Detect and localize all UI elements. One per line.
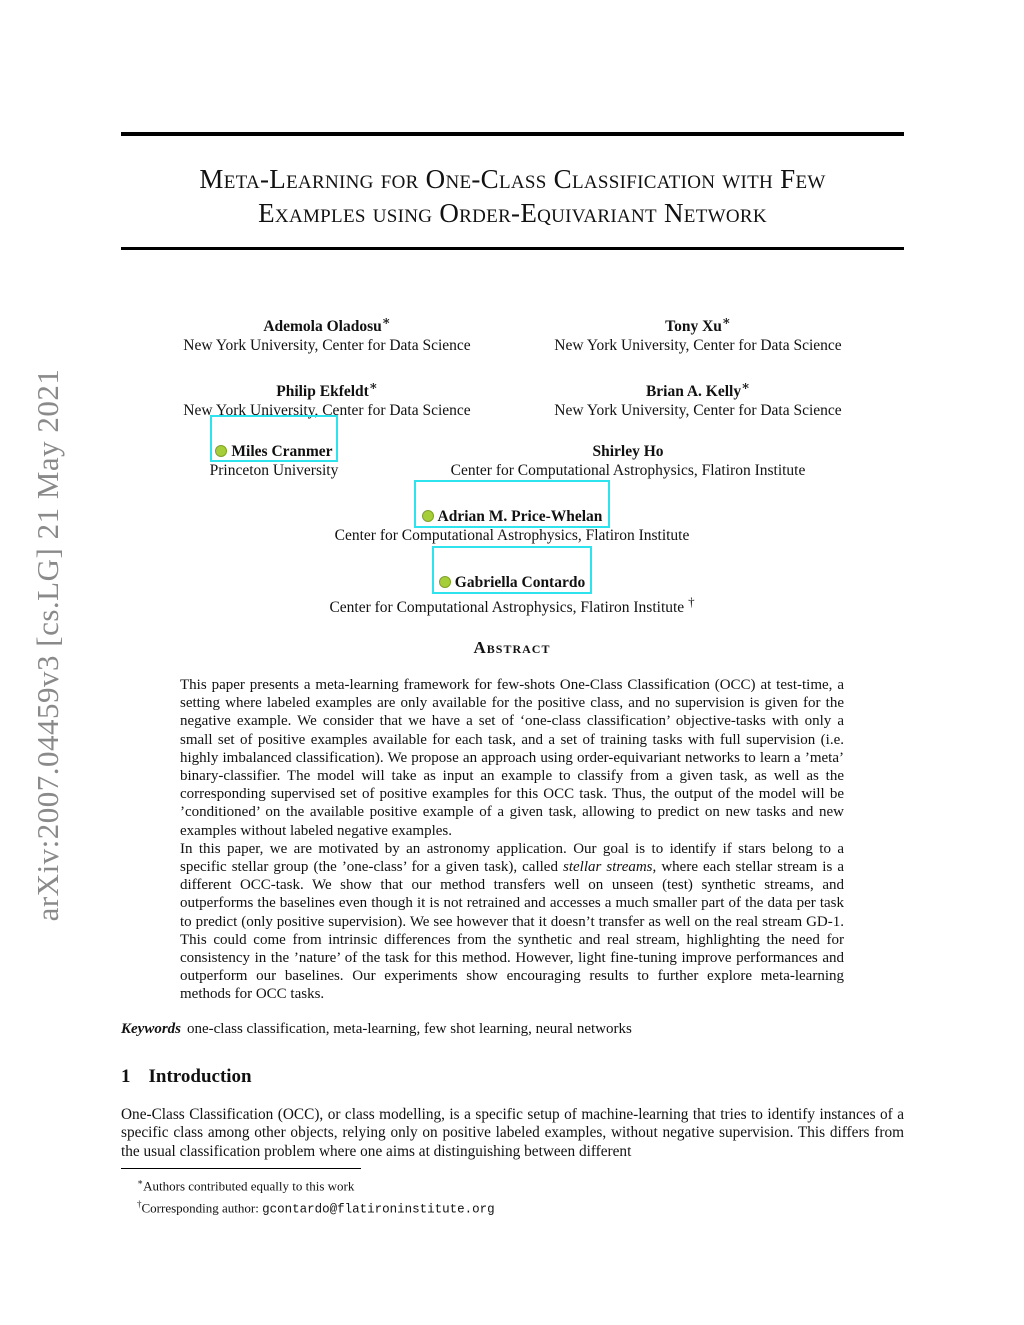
author-affiliation: Center for Computational Astrophysics, Flatiron Institute xyxy=(450,462,806,479)
footnote-rule xyxy=(121,1168,361,1169)
author-affiliation: New York University, Center for Data Science xyxy=(183,337,471,355)
footnote: †Corresponding author: gcontardo@flatironinstitute.org xyxy=(137,1199,495,1217)
keywords xyxy=(121,1021,632,1038)
author-name: Shirley Ho xyxy=(592,443,664,460)
author-affiliation: Center for Computational Astrophysics, Flatiron Institute xyxy=(334,527,690,544)
author-block xyxy=(492,311,904,355)
author-affiliation: Princeton University xyxy=(209,462,339,479)
author-name[interactable]: Gabriella Contardo xyxy=(262,573,762,592)
author-affiliation: New York University, Center for Data Science xyxy=(554,337,842,355)
section-heading xyxy=(121,1066,252,1088)
footnotes xyxy=(137,1173,495,1219)
highlight-box xyxy=(414,480,610,528)
author-name: Philip Ekfeldt∗ xyxy=(276,378,378,401)
highlight-box xyxy=(432,546,592,594)
intro-paragraph: One-Class Classification (OCC), or class modelling, is a specific setup of machine-learning that tries to identify instances of a specific class among other objects, relying only on positive labeled examples, without negative supervision. This differs from the usual classification problem where one aims at distinguishing between different xyxy=(121,1106,904,1160)
author-name: Ademola Oladosu∗ xyxy=(263,313,391,336)
author-block xyxy=(121,376,533,420)
footnote: ∗Authors contributed equally to this work xyxy=(137,1177,355,1194)
abstract-paragraph: This paper presents a meta-learning framework for few-shots One-Class Classification (OCC) at test-time, a setting where labeled examples are only available for the positive class, and no supervision is given for the negative example. We consider that we have a set of ‘one-class classification’ objective-tasks with only a small set of positive examples available for each task, and a set of training tasks with full supervision (i.e. highly imbalanced classification). We propose an approach using order-equivariant networks to learn a ’meta’ binary-classifier. The model will take as input an example to classify from a given task, as well as the corresponding supervised set of positive examples for this OCC task. Thus, the output of the model will be ’conditioned’ on the available positive example of a given task, allowing to predict on new tasks and new examples without labeled negative examples. xyxy=(180,677,844,839)
author-name[interactable]: Adrian M. Price-Whelan xyxy=(262,507,762,526)
abstract-heading: Abstract xyxy=(473,638,551,657)
author-block xyxy=(492,376,904,420)
title-line-2: Examples using Order-Equivariant Network xyxy=(258,198,767,228)
email-link[interactable]: gcontardo@flatironinstitute.org xyxy=(262,1202,495,1217)
abstract-body xyxy=(180,676,844,1004)
arxiv-identifier[interactable]: arXiv:2007.04459v3 [cs.LG] 21 May 2021 xyxy=(30,368,65,922)
keywords-label: Keywords xyxy=(121,1021,181,1037)
author-name[interactable]: Miles Cranmer xyxy=(174,442,374,461)
highlight-box xyxy=(210,415,338,462)
keywords-text: one-class classification, meta-learning, few shot learning, neural networks xyxy=(187,1021,632,1037)
author-name: Tony Xu∗ xyxy=(665,313,731,336)
author-affiliation: Center for Computational Astrophysics, Flatiron Institute † xyxy=(329,594,695,617)
author-name: Brian A. Kelly∗ xyxy=(645,378,751,401)
title-top-rule xyxy=(121,132,904,136)
title-line-1: Meta-Learning for One-Class Classification with Few xyxy=(199,164,826,194)
section-number: 1 xyxy=(121,1066,131,1087)
title-bottom-rule xyxy=(121,247,904,250)
author-block xyxy=(400,442,856,480)
paper-title xyxy=(121,162,904,230)
author-affiliation: New York University, Center for Data Science xyxy=(554,402,842,420)
section-title: Introduction xyxy=(148,1066,252,1087)
abstract-paragraph: In this paper, we are motivated by an astronomy application. Our goal is to identify if stars belong to a specific stellar group (the ’one-class’ for a given task), called stellar streams, where each stellar stream is a different OCC-task. We show that our method transfers well on unseen (test) synthetic streams, and outperforms the baselines even though it is not retrained and accesses a much smaller part of the data per task to predict (only positive supervision). We see however that it doesn’t transfer as well on the real stream GD-1. This could come from intrinsic differences from the synthetic and real stream, highlighting the need for consistency in the ’nature’ of the task for this method. However, light fine-tuning improve performances and outperform our baselines. Our experiments show encouraging results to further explore meta-learning methods for OCC tasks. xyxy=(180,840,845,1003)
author-block xyxy=(121,311,533,355)
author-affiliation: New York University, Center for Data Science xyxy=(183,402,471,420)
